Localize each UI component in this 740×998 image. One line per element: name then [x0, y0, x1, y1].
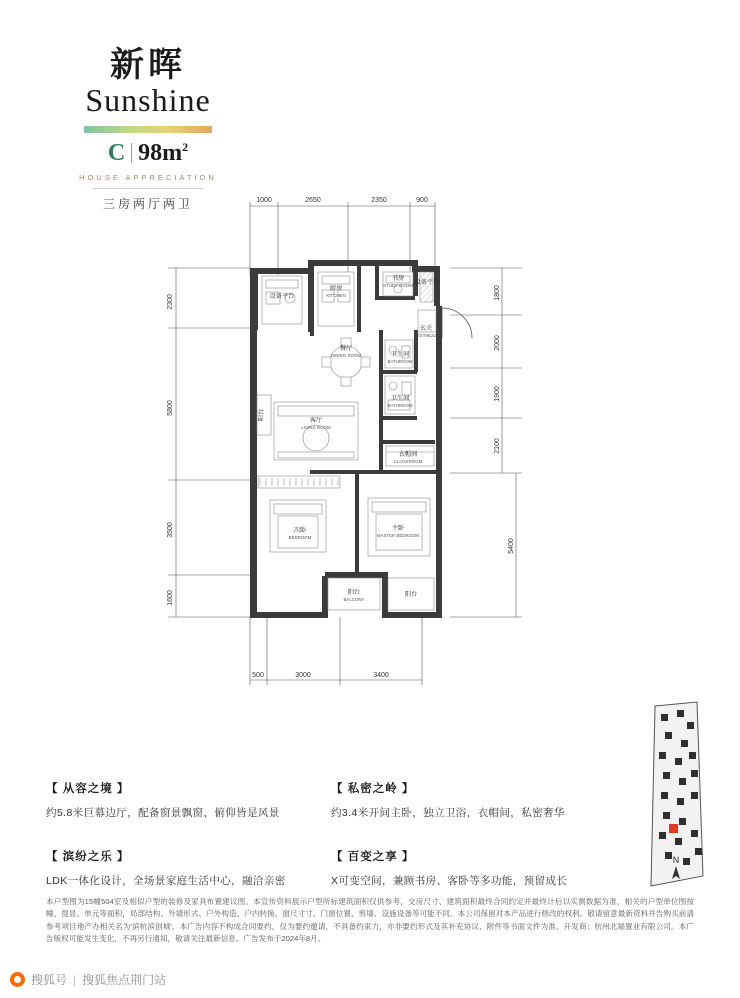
dim-right-3: 2100	[494, 438, 501, 454]
room-label-en-6: LIVING ROOM	[301, 425, 331, 430]
brand-type-line	[48, 140, 248, 167]
dim-right-2: 1900	[494, 386, 501, 402]
room-label-cn-6: 客厅	[309, 417, 323, 424]
room-label-cn-8: 卫生间	[390, 395, 410, 402]
brand-room-count: 三房两厅两卫	[102, 197, 193, 212]
dim-right-0: 1800	[494, 285, 501, 301]
unit-type-letter: C	[107, 140, 126, 167]
dim-top-3: 900	[416, 197, 428, 204]
compass-needle-icon	[667, 865, 685, 881]
dim-right-1: 2000	[494, 335, 501, 351]
feature-list	[46, 780, 606, 888]
dim-bottom-0: 500	[252, 672, 264, 679]
brand-name-cn: 新晖	[110, 47, 186, 84]
dim-top-0: 1000	[256, 197, 272, 204]
room-label-en-11: MASTER BEDROOM	[376, 533, 420, 538]
feature-desc-2: LDK一体化设计，全场景家庭生活中心，融洽亲密	[46, 875, 286, 887]
room-label-en-9: CLOAKROOM	[393, 459, 423, 464]
room-label-cn-7: 卫生间	[390, 351, 410, 358]
room-label-cn-4: 餐厅	[339, 345, 353, 352]
room-label-cn-1: 厨房	[329, 285, 343, 292]
unit-area	[138, 140, 188, 167]
room-label-cn-11: 主卧	[391, 525, 405, 532]
disclaimer-text: 本户型图为15幢504室及相似户型的装修及家具布置建议图。本宣传资料展示户型所标建筑面积仅供参考，交房尺寸、建筑面积最终合同约定并最终计后以实测数据为准，相关的户型单位图按幢、提显、单元等面积，局部结构、外墙形式、户外构造、户内转换、窗尺寸寸、门窗位置、剪墙、设施设备等可能不同。本公司保留对本产品进行修改的权利。敬请留意最新资料并告购买前请参考项目地产办相关名为'滨杭滨创城'，本广告内容不构成合同要约，仅为要约邀请，不具备约束力，亦非要约形式及其补充协议，附件等书面文件为准。开发商：杭州北端置业有限公司。本广告版权可能发生变化，不再另行通知，敬请关注最新信息。广告发布于2024年8月。	[46, 897, 694, 943]
feature-item-0	[46, 780, 321, 820]
room-label-cn-13: 阳台	[404, 591, 418, 598]
compass-label: N	[672, 855, 680, 865]
compass	[645, 855, 707, 883]
dim-left-2: 3500	[167, 522, 174, 538]
room-label-en-7: BATHROOM	[387, 359, 413, 364]
feature-item-1	[331, 780, 606, 820]
feature-title-2: 【 滨纷之乐 】	[46, 851, 130, 863]
feature-desc-1: 约3.4米开间主卧，独立卫浴，衣帽间，私密奢华	[331, 807, 565, 819]
room-label-en-12: BALCONY	[343, 597, 365, 602]
footer-site: 搜狐焦点荆门站	[82, 973, 167, 987]
room-label-cn-14: 阳台	[258, 408, 265, 422]
room-label-en-1: KITCHEN	[326, 293, 346, 298]
feature-title-3: 【 百变之享 】	[331, 851, 415, 863]
dim-left-1: 5800	[167, 400, 174, 416]
dim-right-4: 5400	[508, 538, 515, 554]
feature-item-2	[46, 848, 321, 888]
floor-plan	[150, 180, 570, 700]
footer-channel: 搜狐号	[31, 973, 68, 987]
dim-top-1: 2650	[305, 197, 321, 204]
feature-desc-3: X可变空间，兼顾书房、客卧等多功能，预留成长	[331, 875, 568, 887]
dim-bottom-2: 3400	[373, 672, 389, 679]
room-label-cn-2: 书房	[391, 275, 405, 282]
brand-name-en: Sunshine	[85, 81, 211, 118]
room-label-en-5: VESTIBULE	[413, 333, 439, 338]
room-label-cn-12: 阳台	[347, 589, 361, 596]
room-label-en-8: BATHROOM	[387, 403, 413, 408]
room-label-cn-5: 玄关	[419, 325, 433, 332]
room-label-cn-10: 次卧	[293, 527, 307, 534]
brand-gradient-bar	[84, 126, 212, 133]
room-label-en-10: BEDROOM	[288, 535, 312, 540]
feature-desc-0: 约5.8米巨幕边厅，配备窗景飘窗，俯仰皆是风景	[46, 807, 280, 819]
feature-item-3	[331, 848, 606, 888]
dim-left-3: 1600	[167, 590, 174, 606]
feature-title-0: 【 从容之境 】	[46, 783, 130, 795]
footer-watermark	[10, 971, 166, 988]
dim-left-0: 2300	[167, 294, 174, 310]
sohu-logo-icon	[10, 972, 25, 987]
unit-area-value: 98m	[138, 140, 183, 167]
room-label-cn-3: 设备平台	[414, 279, 440, 286]
footer-separator: |	[73, 972, 77, 987]
room-label-cn-9: 衣帽间	[398, 451, 418, 458]
dim-top-2: 2350	[371, 197, 387, 204]
dim-bottom-1: 3000	[295, 672, 311, 679]
feature-title-1: 【 私密之岭 】	[331, 783, 415, 795]
unit-area-unit: 2	[182, 140, 189, 155]
room-label-cn-0: 设备平台	[269, 293, 295, 300]
room-label-en-2: STUDY ROOM	[383, 283, 413, 288]
divider-icon	[131, 143, 132, 163]
brand-tagline-en: HOUSE APPRECIATION	[79, 173, 217, 183]
room-label-en-4: DINING ROOM	[330, 353, 362, 358]
